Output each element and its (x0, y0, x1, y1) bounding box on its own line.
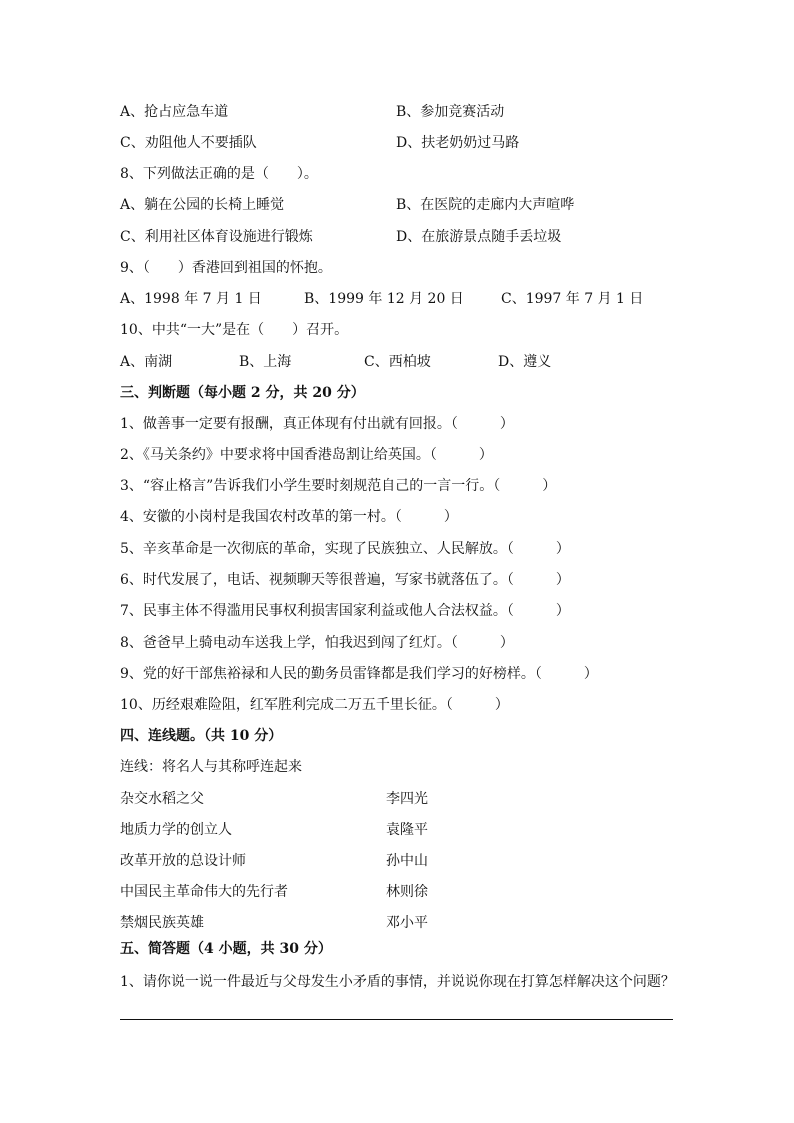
matching-title: 中国民主革命伟大的先行者 (120, 884, 288, 900)
q8-option-a: A、躺在公园的长椅上睡觉 (120, 197, 285, 213)
q10-option-b: B、上海 (239, 354, 292, 370)
q10-question: 10、中共“一大”是在（ ）召开。 (120, 322, 349, 338)
q9-question: 9、（ ）香港回到祖国的怀抱。 (120, 260, 332, 276)
section3-heading: 三、判断题（每小题 2 分，共 20 分） (120, 385, 365, 401)
judge-item: 1、做善事一定要有报酬，真正体现有付出就有回报。（ ） (120, 416, 514, 432)
q9-option-b: B、1999 年 12 月 20 日 (304, 291, 464, 307)
matching-name: 孙中山 (386, 853, 428, 869)
answer-line[interactable] (120, 1019, 673, 1020)
q10-option-c: C、西柏坡 (364, 354, 431, 370)
matching-name: 袁隆平 (386, 822, 428, 838)
q7-option-a: A、抢占应急车道 (120, 104, 229, 120)
matching-name: 邓小平 (386, 915, 428, 931)
q9-option-a: A、1998 年 7 月 1 日 (120, 291, 262, 307)
q7-option-c: C、劝阻他人不要插队 (120, 135, 257, 151)
q8-option-b: B、在医院的走廊内大声喧哗 (396, 197, 575, 213)
judge-item: 3、“容止格言”告诉我们小学生要时刻规范自己的一言一行。（ ） (120, 478, 557, 494)
q7-option-d: D、扶老奶奶过马路 (396, 135, 520, 151)
q8-question: 8、下列做法正确的是（ ）。 (120, 166, 318, 182)
q9-option-c: C、1997 年 7 月 1 日 (501, 291, 644, 307)
judge-item: 2、《马关条约》中要求将中国香港岛割让给英国。（ ） (120, 447, 493, 463)
short-answer-q1: 1、请你说一说一件最近与父母发生小矛盾的事情，并说说你现在打算怎样解决这个问题？ (120, 974, 675, 990)
q10-option-a: A、南湖 (120, 354, 173, 370)
judge-item: 6、时代发展了，电话、视频聊天等很普遍，写家书就落伍了。（ ） (120, 572, 570, 588)
judge-item: 9、党的好干部焦裕禄和人民的勤务员雷锋都是我们学习的好榜样。（ ） (120, 666, 598, 682)
section5-heading: 五、简答题（4 小题，共 30 分） (120, 941, 332, 957)
matching-title: 禁烟民族英雄 (120, 915, 204, 931)
judge-item: 8、爸爸早上骑电动车送我上学，怕我迟到闯了红灯。（ ） (120, 635, 514, 651)
matching-name: 林则徐 (386, 884, 428, 900)
judge-item: 5、辛亥革命是一次彻底的革命，实现了民族独立、人民解放。（ ） (120, 541, 570, 557)
matching-title: 改革开放的总设计师 (120, 853, 246, 869)
q8-option-d: D、在旅游景点随手丢垃圾 (396, 229, 562, 245)
q8-option-c: C、利用社区体育设施进行锻炼 (120, 229, 313, 245)
judge-item: 7、民事主体不得滥用民事权利损害国家利益或他人合法权益。（ ） (120, 603, 570, 619)
judge-item: 10、历经艰难险阻，红军胜利完成二万五千里长征。（ ） (120, 697, 509, 713)
section4-heading: 四、连线题。（共 10 分） (120, 728, 283, 744)
matching-name: 李四光 (386, 791, 428, 807)
q10-option-d: D、遵义 (498, 354, 552, 370)
q7-option-b: B、参加竞赛活动 (396, 104, 505, 120)
matching-title: 地质力学的创立人 (120, 822, 232, 838)
matching-instruction: 连线：将名人与其称呼连起来 (120, 759, 302, 775)
judge-item: 4、安徽的小岗村是我国农村改革的第一村。（ ） (120, 509, 458, 525)
matching-title: 杂交水稻之父 (120, 791, 204, 807)
